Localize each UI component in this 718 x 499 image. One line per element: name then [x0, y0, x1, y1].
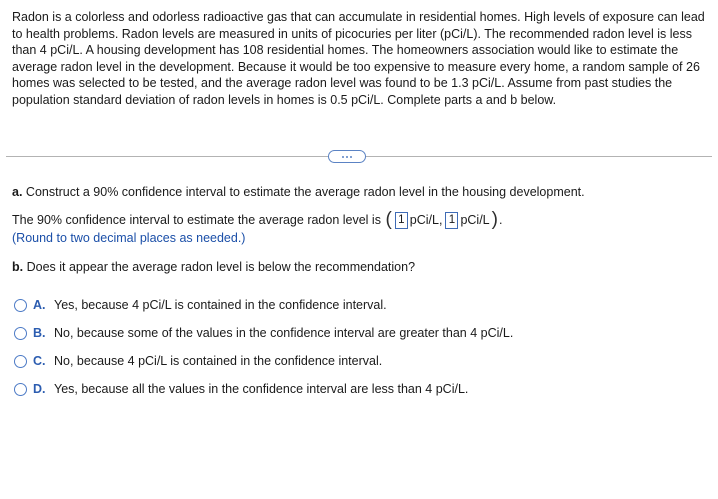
section-divider: [6, 150, 712, 164]
option-text: No, because 4 pCi/L is contained in the confidence interval.: [54, 354, 383, 368]
radio-icon[interactable]: [14, 299, 27, 312]
option-letter: D.: [33, 382, 46, 396]
upper-bound-unit: pCi/L: [460, 213, 490, 227]
part-b-question-text: Does it appear the average radon level is below the recommendation?: [26, 260, 416, 274]
close-paren: ): [491, 209, 498, 230]
part-a-label: a.: [12, 185, 23, 199]
lower-bound-input[interactable]: 1: [395, 212, 408, 229]
dot-icon: [350, 156, 352, 158]
radio-icon[interactable]: [14, 355, 27, 368]
dot-icon: [342, 156, 344, 158]
radio-icon[interactable]: [14, 327, 27, 340]
lower-bound-unit: pCi/L,: [409, 213, 443, 227]
dot-icon: [346, 156, 348, 158]
option-text: Yes, because all the values in the confidence interval are less than 4 pCi/L.: [54, 382, 469, 396]
option-text: No, because some of the values in the confidence interval are greater than 4 pCi/L.: [54, 326, 514, 340]
part-b-label: b.: [12, 260, 24, 274]
answer-prompt: The 90% confidence interval to estimate the average radon level is: [12, 213, 381, 227]
part-a-question: [12, 185, 585, 199]
option-d[interactable]: [14, 382, 468, 396]
rounding-hint: (Round to two decimal places as needed.): [12, 231, 246, 245]
part-b-question: [12, 260, 415, 274]
option-b[interactable]: [14, 326, 513, 340]
confidence-interval-answer: [12, 210, 502, 230]
option-letter: A.: [33, 298, 46, 312]
period: .: [498, 213, 503, 227]
expand-more-button[interactable]: [328, 150, 366, 163]
problem-statement: Radon is a colorless and odorless radioactive gas that can accumulate in residential homes. High levels of exposure can lead to health problems. Radon levels are measured in units of picocuries per liter (pCi/L). The recommended radon level is less than 4 pCi/L. A housing development has 108 residential homes. The homeowners association would like to estimate the average radon level in the development. Because it would be too expensive to measure every home, a random sample of 26 homes was selected to be tested, and the average radon level was found to be 1.3 pCi/L. Assume from past studies the population standard deviation of radon levels in homes is 0.5 pCi/L. Complete parts a and b below.: [12, 10, 705, 107]
part-a-question-text: Construct a 90% confidence interval to estimate the average radon level in the housing development.: [25, 185, 585, 199]
open-paren: (: [385, 209, 392, 230]
option-a[interactable]: [14, 298, 387, 312]
radio-icon[interactable]: [14, 383, 27, 396]
option-letter: B.: [33, 326, 46, 340]
option-text: Yes, because 4 pCi/L is contained in the confidence interval.: [54, 298, 387, 312]
option-c[interactable]: [14, 354, 382, 368]
upper-bound-input[interactable]: 1: [445, 212, 458, 229]
option-letter: C.: [33, 354, 46, 368]
